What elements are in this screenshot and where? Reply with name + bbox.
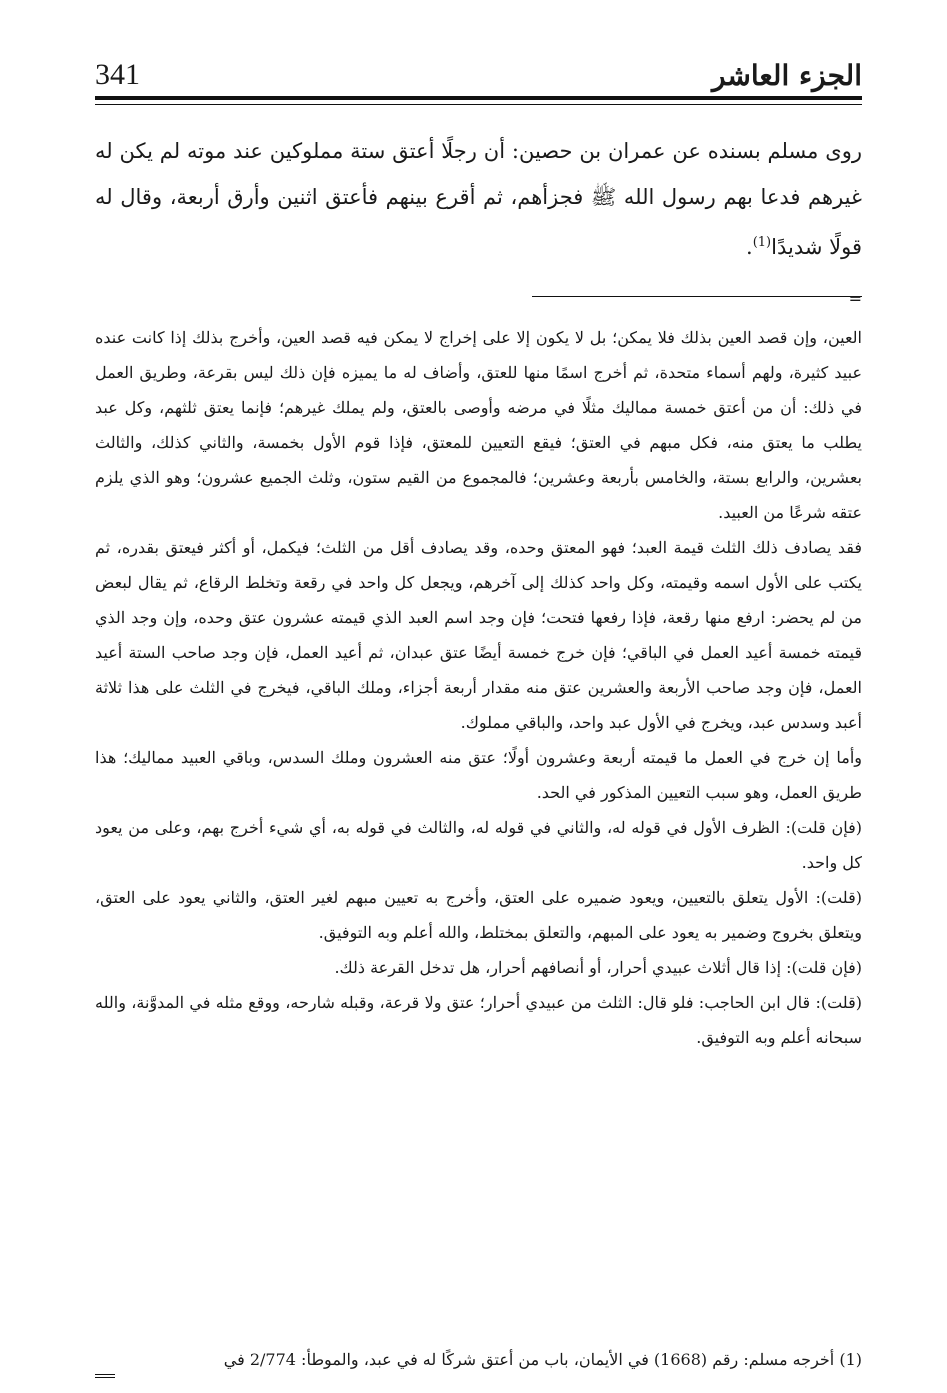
continuation-mark: =	[848, 289, 862, 308]
note-paragraph: (فإن قلت): الظرف الأول في قوله له، والثاني في قوله له، والثالث في قوله به، أي شيء أخرج بهم، وعلى من يعود كل واحد.	[95, 818, 862, 872]
note-paragraph: العين، وإن قصد العين بذلك فلا يمكن؛ بل لا يكون إلا على إخراج لا يمكن فيه قصد العين، وأخرج بذلك إذا كانت عنده عبيد كثيرة، ولهم أسماء متحدة، ثم أخرج اسمًا منها للعتق، وأضاف له ما يميزه فإن ذلك ليس بقرعة، وطريق العمل في ذلك: أن من أعتق خمسة مماليك مثلًا في مرضه وأوصى بالعتق، ولم يملك غيرهم؛ فإنما يعتق ثلثهم، وكل عبد يطلب ما يعتق منه، فكل مبهم في العتق؛ فيقع التعيين للمعتق، فإذا قوم الأول بخمسة، والثاني كذلك، والثالث بعشرين، والرابع بستة، والخامس بأربعة وعشرين؛ فالمجموع من القيم ستون، وثلث الجميع عشرون؛ وهو الذي يلزم عتقه شرعًا من العبيد.	[95, 328, 862, 522]
header-rule-thick	[95, 96, 862, 100]
main-paragraph	[95, 128, 862, 270]
note-paragraph: (فإن قلت): إذا قال أثلاث عبيدي أحرار، أو أنصافهم أحرار، هل تدخل القرعة ذلك.	[334, 958, 862, 977]
header-rule-thin	[95, 104, 862, 105]
note-paragraph: فقد يصادف ذلك الثلث قيمة العبد؛ فهو المعتق وحده، وقد يصادف أقل من الثلث؛ فيكمل، أو أكثر فيعتق بقدره، ثم يكتب على الأول اسمه وقيمته، وكل واحد كذلك إلى آخرهم، ويجعل كل واحد في رقعة وتخلط الرقاع، ثم يقال لبعض من لم يحضر: ارفع منها رقعة، فإذا رفعها فتحت؛ فإن وجد اسم العبد الذي قيمته عشرون عتق وحده، وإن وجد الذي قيمته خمسة أعيد العمل في الباقي؛ فإن خرج خمسة أيضًا عتق عبدان، ثم أعيد العمل، فإن وجد صاحب الستة أعيد العمل، فإن وجد صاحب الأربعة والعشرين عتق منه مقدار أربعة أجزاء، وملك الباقي، فيخرج في الثلث على هذا ثلاثة أعبد وسدس عبد، ويخرج في الأول عبد واحد، والباقي مملوك.	[95, 538, 863, 732]
main-text: روى مسلم بسنده عن عمران بن حصين: أن رجلًا أعتق ستة مملوكين عند موته لم يكن له غيرهم فدعا بهم رسول الله ﷺ فجزأهم، ثم أقرع بينهم فأعتق اثنين وأرق أربعة، وقال له قولًا شديدًا	[95, 139, 862, 259]
notes-section	[95, 320, 862, 1055]
footnote-reference: (1)	[752, 235, 772, 250]
main-text-end: .	[746, 235, 753, 259]
footnote-continuation-mark	[95, 1374, 115, 1378]
note-paragraph: وأما إن خرج في العمل ما قيمته أربعة وعشرون أولًا؛ عتق منه العشرون وملك السدس، وباقي العبيد مماليك؛ هذا طريق العمل، وهو سبب التعيين المذكور في الحد.	[95, 748, 862, 802]
volume-title: الجزء العاشر	[711, 59, 862, 92]
note-paragraph: (قلت): قال ابن الحاجب: فلو قال: الثلث من عبيدي أحرار؛ عتق ولا قرعة، وقبله شارحه، ووقع مثله في المدوَّنة، والله سبحانه أعلم وبه التوفيق.	[95, 993, 862, 1047]
footnote: (1) أخرجه مسلم: رقم (1668) في الأيمان، باب من أعتق شركًا له في عبد، والموطأ: 2/774 في	[223, 1350, 862, 1369]
page-number: 341	[95, 58, 140, 91]
footnote-divider	[532, 296, 862, 297]
page-header	[95, 48, 862, 90]
note-paragraph: (قلت): الأول يتعلق بالتعيين، ويعود ضميره على العتق، وأخرج به تعيين مبهم لغير العتق، والثاني يعود على العتق، ويتعلق بخروج وضمير به يعود على المبهم، والتعلق بمختلط، والله أعلم وبه التوفيق.	[95, 888, 862, 942]
